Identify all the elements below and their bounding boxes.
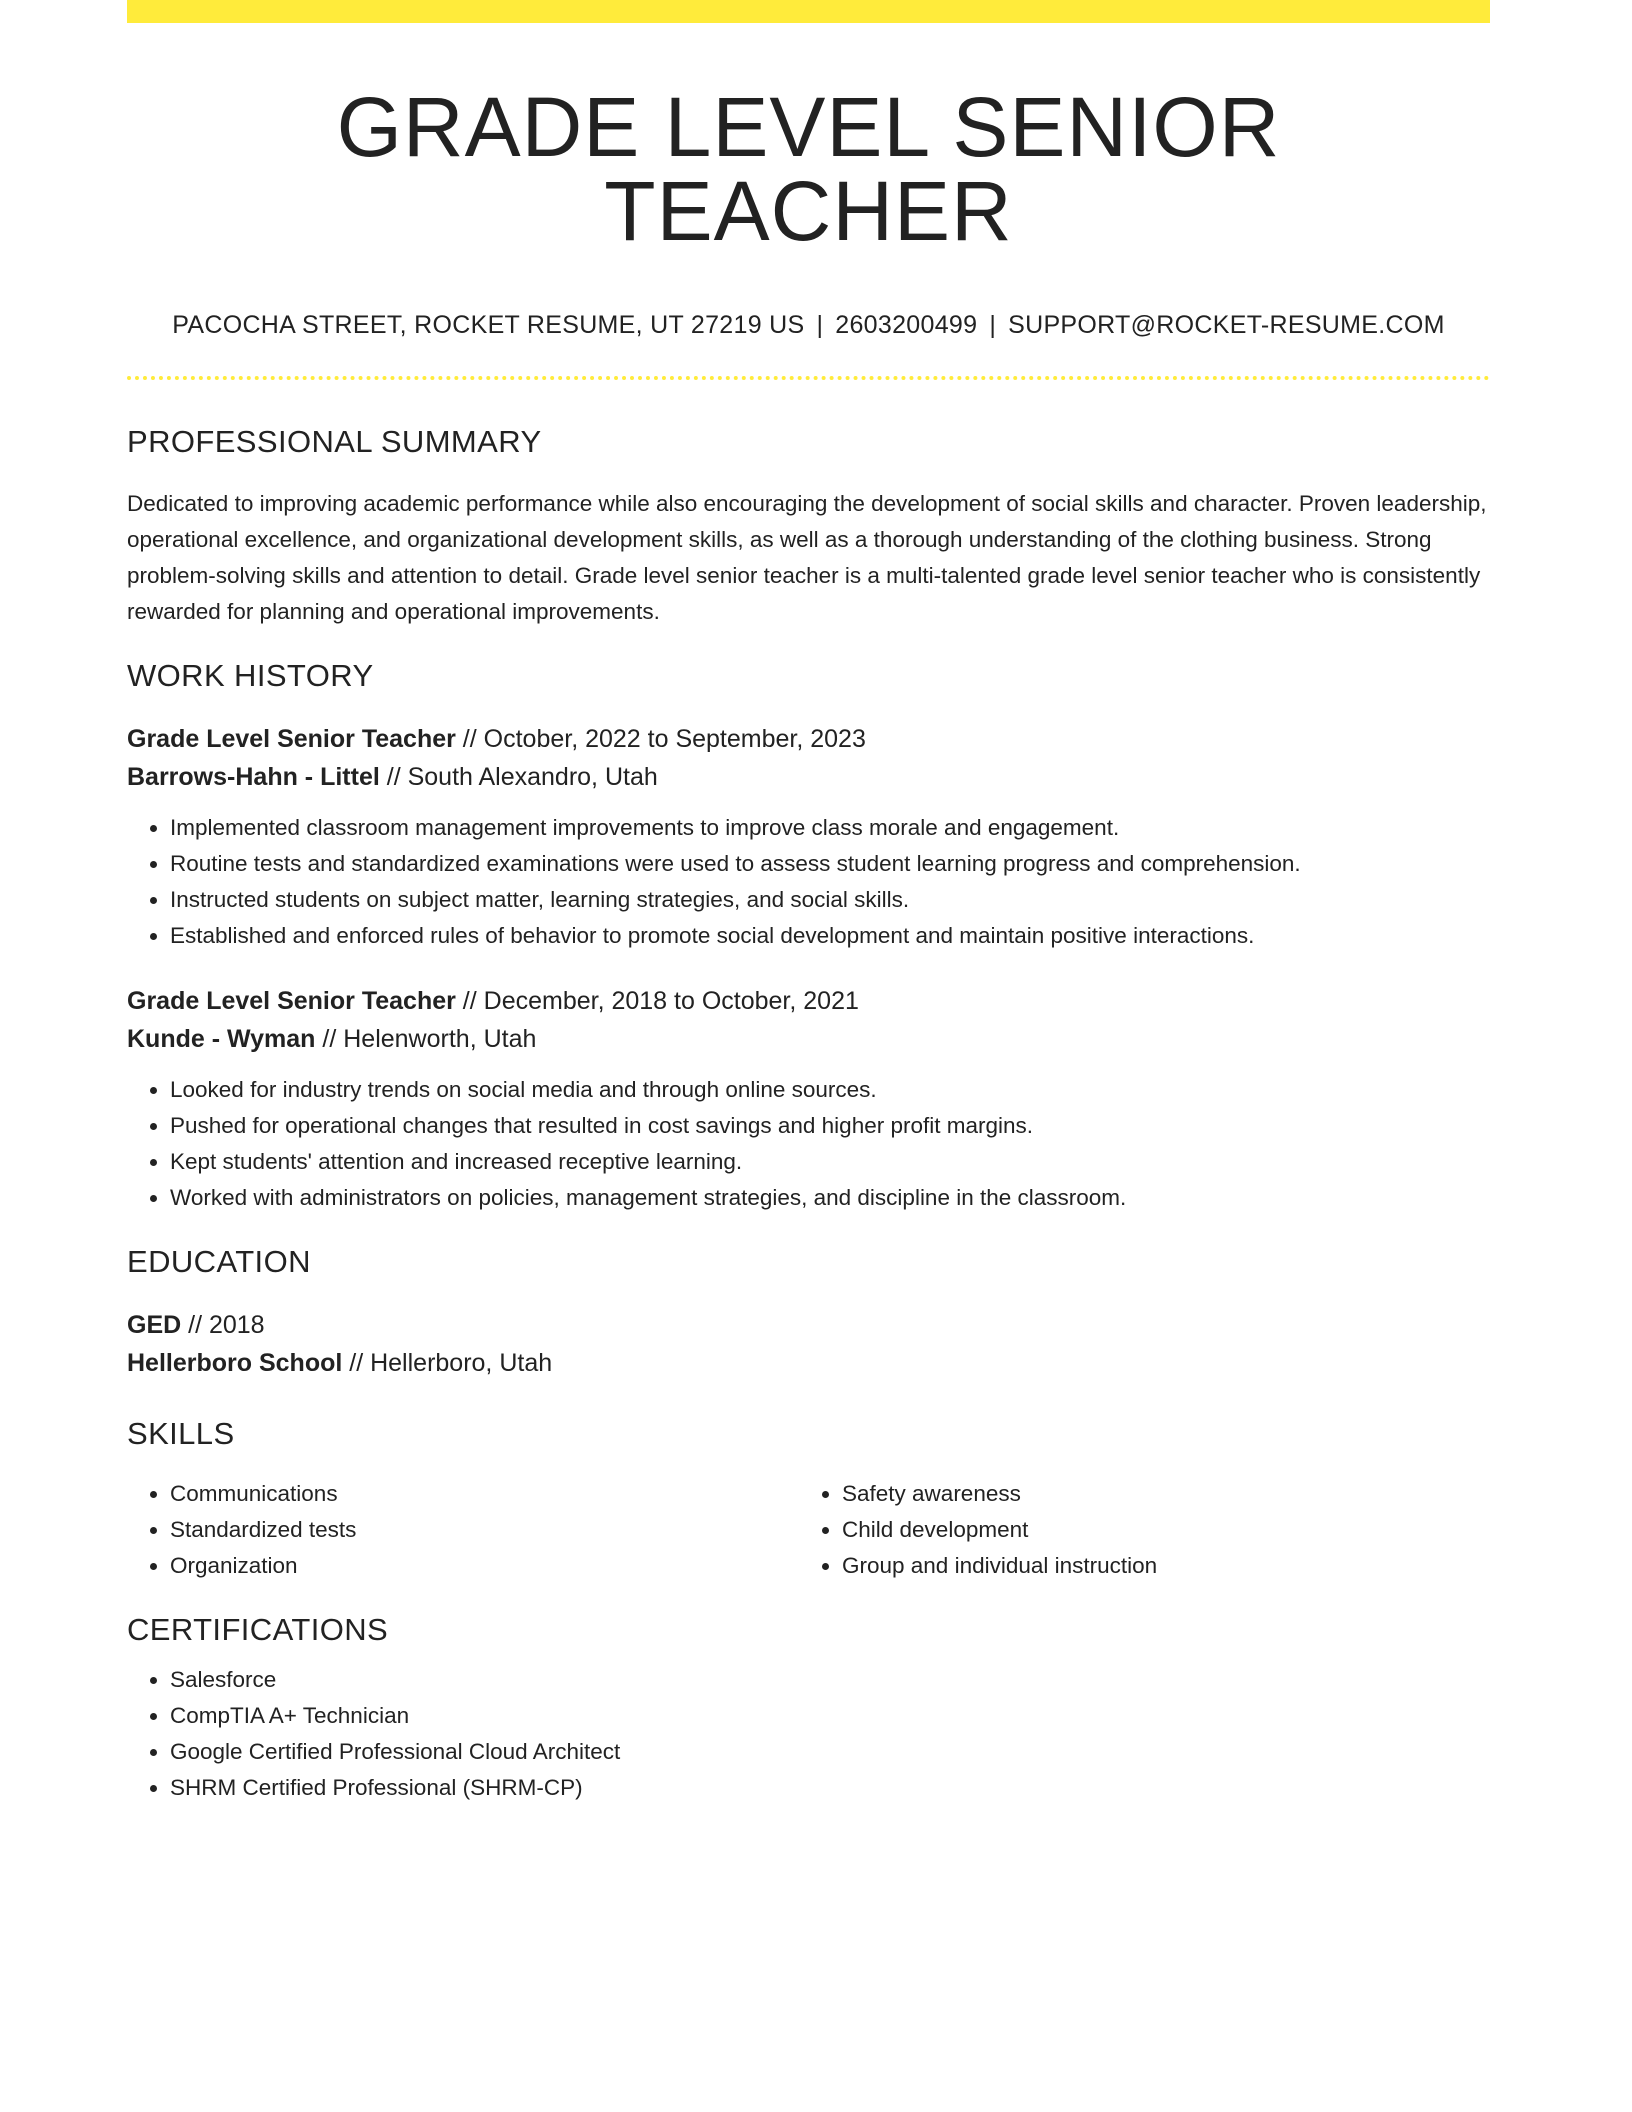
certifications-heading: CERTIFICATIONS — [127, 1612, 389, 1647]
skill-item: • Communications — [170, 1476, 799, 1512]
resume-name: GRADE LEVEL SENIOR TEACHER — [336, 80, 1281, 258]
job-bullet: • Pushed for operational changes that resulted in cost savings and higher profit margins. — [170, 1108, 1490, 1144]
education-year: // 2018 — [181, 1311, 265, 1339]
job-dates: // October, 2022 to September, 2023 — [455, 725, 866, 753]
education-heading: EDUCATION — [127, 1244, 311, 1279]
job-company: Barrows-Hahn - Littel — [127, 763, 380, 791]
work-history-section — [127, 658, 1490, 1216]
job-bullet: • Looked for industry trends on social media and through online sources. — [170, 1072, 1490, 1108]
skill-item: • Safety awareness — [842, 1476, 1490, 1512]
skill-item: • Group and individual instruction — [842, 1548, 1490, 1584]
skill-item: • Standardized tests — [170, 1512, 799, 1548]
education-entry — [127, 1306, 1490, 1382]
contact-line — [127, 311, 1490, 340]
certifications-section — [127, 1612, 1490, 1806]
certifications-list — [127, 1662, 1490, 1806]
accent-top-bar — [127, 0, 1490, 23]
job-bullets — [127, 1072, 1490, 1216]
skill-item: • Child development — [842, 1512, 1490, 1548]
certification-item: • Google Certified Professional Cloud Architect — [170, 1734, 1490, 1770]
education-location: // Hellerboro, Utah — [342, 1349, 553, 1377]
certification-item: • Salesforce — [170, 1662, 1490, 1698]
job-bullet: • Instructed students on subject matter, learning strategies, and social skills. — [170, 882, 1490, 918]
summary-section — [127, 424, 1490, 630]
work-history-heading: WORK HISTORY — [127, 658, 374, 693]
education-school: Hellerboro School — [127, 1349, 343, 1377]
education-section — [127, 1244, 1490, 1382]
skill-item: • Organization — [170, 1548, 799, 1584]
dotted-divider — [127, 376, 1490, 380]
job-title: Grade Level Senior Teacher — [127, 725, 456, 753]
job-company-line — [127, 1020, 1490, 1058]
skills-columns — [127, 1476, 1490, 1584]
summary-text: Dedicated to improving academic performance while also encouraging the development of social skills and character. Proven leadership, operational excellence, and organizational development skills, as well as a thorough understanding of the clothing business. Strong problem-solving skills and attention to detail. Grade level senior teacher is a multi-talented grade level senior teacher who is consistently rewarded for planning and operational improvements. — [127, 491, 1487, 624]
job-bullet: • Worked with administrators on policies, management strategies, and discipline in the classroom. — [170, 1180, 1490, 1216]
job-company-line — [127, 758, 1490, 796]
job-bullet: • Implemented classroom management improvements to improve class morale and engagement. — [170, 810, 1490, 846]
skills-heading: SKILLS — [127, 1416, 235, 1451]
job-title-line — [127, 982, 1490, 1020]
job-bullets — [127, 810, 1490, 954]
contact-separator: | — [989, 311, 997, 339]
skills-list-right — [799, 1476, 1490, 1584]
job-entry — [127, 720, 1490, 954]
job-bullet: • Established and enforced rules of behavior to promote social development and maintain positive interactions. — [170, 918, 1490, 954]
job-title: Grade Level Senior Teacher — [127, 987, 456, 1015]
job-location: // Helenworth, Utah — [315, 1025, 537, 1053]
education-degree: GED — [127, 1311, 182, 1339]
job-bullet: • Kept students' attention and increased receptive learning. — [170, 1144, 1490, 1180]
contact-email: SUPPORT@ROCKET-RESUME.COM — [1008, 311, 1445, 339]
education-school-line — [127, 1344, 1490, 1382]
certification-item: • CompTIA A+ Technician — [170, 1698, 1490, 1734]
skills-list-left — [127, 1476, 799, 1584]
skills-section — [127, 1416, 1490, 1584]
contact-address: PACOCHA STREET, ROCKET RESUME, UT 27219 US — [172, 311, 805, 339]
contact-phone: 2603200499 — [835, 311, 978, 339]
education-degree-line — [127, 1306, 1490, 1344]
job-title-line — [127, 720, 1490, 758]
certification-item: • SHRM Certified Professional (SHRM-CP) — [170, 1770, 1490, 1806]
job-entry — [127, 982, 1490, 1216]
contact-separator: | — [816, 311, 824, 339]
job-location: // South Alexandro, Utah — [379, 763, 658, 791]
job-bullet: • Routine tests and standardized examinations were used to assess student learning progress and comprehension. — [170, 846, 1490, 882]
resume-page — [127, 0, 1490, 1806]
job-company: Kunde - Wyman — [127, 1025, 316, 1053]
summary-heading: PROFESSIONAL SUMMARY — [127, 424, 542, 459]
job-dates: // December, 2018 to October, 2021 — [455, 987, 859, 1015]
